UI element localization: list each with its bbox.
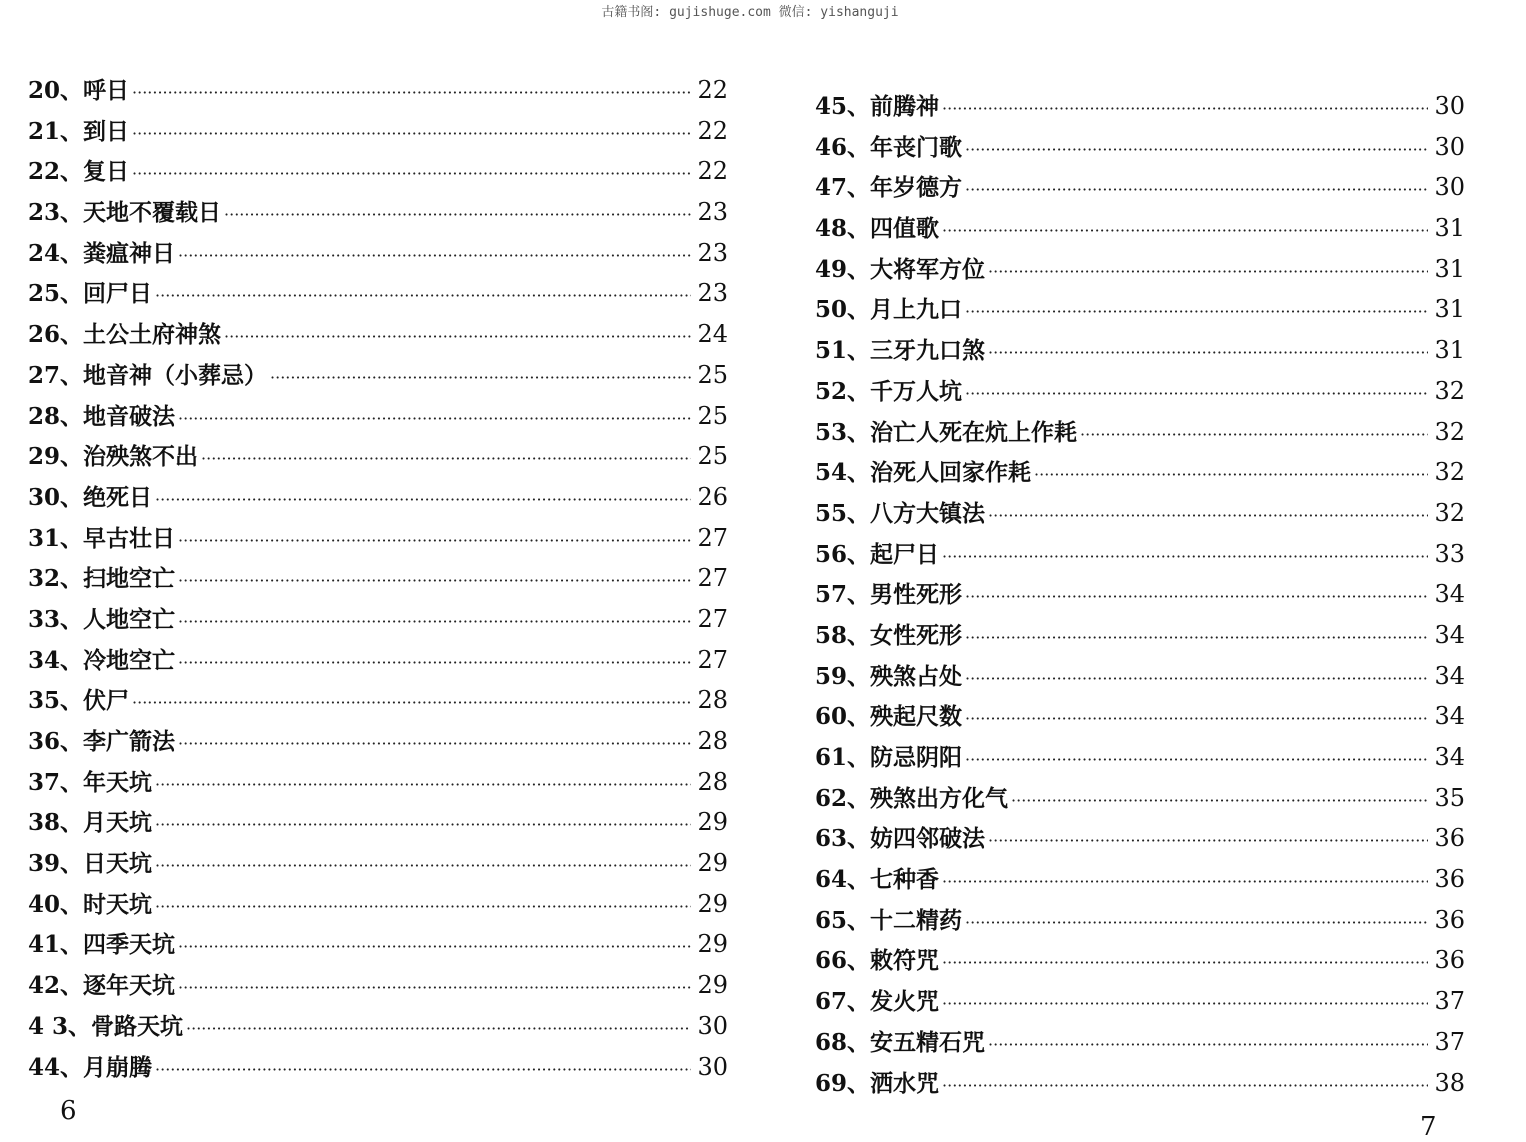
toc-entry-title: 34、冷地空亡 — [28, 646, 176, 674]
toc-entry-title: 41、四季天坑 — [28, 931, 176, 959]
toc-entry — [815, 615, 1465, 656]
toc-entry-title: 46、年丧门歌 — [815, 133, 963, 161]
dot-leader — [224, 317, 691, 358]
toc-entry — [28, 192, 728, 233]
dot-leader — [155, 887, 691, 928]
toc-entry — [28, 843, 728, 884]
dot-leader — [132, 154, 691, 195]
toc-entry-page: 30 — [1434, 173, 1465, 202]
toc-entry-page: 31 — [1434, 214, 1465, 243]
toc-entry-page: 36 — [1434, 824, 1465, 853]
toc-entry-page: 23 — [697, 279, 728, 308]
toc-entry — [28, 802, 728, 843]
toc-entry-title: 37、年天坑 — [28, 768, 153, 796]
toc-entry — [815, 656, 1465, 697]
toc-entry-title: 47、年岁德方 — [815, 174, 963, 202]
toc-entry-page: 32 — [1434, 458, 1465, 487]
dot-leader — [155, 805, 691, 846]
toc-entry-page: 27 — [697, 645, 728, 674]
toc-left-column — [28, 70, 728, 1087]
toc-entry-title: 68、安五精石咒 — [815, 1028, 986, 1056]
toc-entry-title: 51、三牙九口煞 — [815, 337, 986, 365]
toc-entry-page: 22 — [697, 157, 728, 186]
toc-entry-page: 31 — [1434, 254, 1465, 283]
toc-entry — [28, 233, 728, 274]
toc-entry-title: 38、月天坑 — [28, 809, 153, 837]
toc-entry — [815, 778, 1465, 819]
toc-entry-title: 23、天地不覆载日 — [28, 199, 222, 227]
toc-entry-page: 30 — [697, 1052, 728, 1081]
toc-entry-page: 31 — [1434, 336, 1465, 365]
dot-leader — [178, 643, 691, 684]
toc-entry — [28, 314, 728, 355]
dot-leader — [942, 89, 1428, 130]
toc-entry — [28, 111, 728, 152]
dot-leader — [965, 903, 1428, 944]
toc-entry — [815, 859, 1465, 900]
toc-entry-page: 29 — [697, 849, 728, 878]
toc-entry — [815, 696, 1465, 737]
toc-entry — [815, 249, 1465, 290]
toc-entry-page: 23 — [697, 238, 728, 267]
dot-leader — [178, 927, 691, 968]
toc-entry-title: 60、殃起尺数 — [815, 703, 963, 731]
dot-leader — [178, 724, 691, 765]
toc-entry — [815, 940, 1465, 981]
toc-entry-title: 56、起尸日 — [815, 540, 940, 568]
toc-entry — [815, 208, 1465, 249]
right-page-number: 7 — [1420, 1112, 1437, 1142]
toc-entry-page: 27 — [697, 604, 728, 633]
dot-leader — [988, 496, 1428, 537]
toc-entry-page: 23 — [697, 198, 728, 227]
toc-entry — [28, 884, 728, 925]
toc-entry-title: 31、早古壮日 — [28, 524, 176, 552]
toc-entry-page: 32 — [1434, 498, 1465, 527]
toc-entry-page: 28 — [697, 686, 728, 715]
toc-entry-page: 35 — [1434, 783, 1465, 812]
toc-entry-title: 61、防忌阴阳 — [815, 744, 963, 771]
toc-entry-title: 50、月上九口 — [815, 296, 963, 324]
toc-entry-page: 24 — [697, 320, 728, 349]
toc-entry — [28, 721, 728, 762]
dot-leader — [965, 292, 1428, 333]
toc-entry-title: 40、时天坑 — [28, 890, 153, 918]
toc-entry-page: 26 — [697, 482, 728, 511]
toc-entry — [815, 1063, 1465, 1104]
toc-entry-title: 24、粪瘟神日 — [28, 239, 176, 267]
toc-entry-page: 37 — [1434, 987, 1465, 1016]
toc-right-column — [815, 86, 1465, 1103]
toc-entry-title: 36、李广箭法 — [28, 728, 176, 755]
toc-entry-title: 20、呼日 — [28, 77, 130, 104]
dot-leader — [965, 130, 1428, 171]
toc-entry-title: 54、治死人回家作耗 — [815, 459, 1032, 487]
dot-leader — [155, 846, 691, 887]
toc-entry-title: 63、妨四邻破法 — [815, 825, 986, 853]
dot-leader — [132, 683, 691, 724]
toc-entry — [28, 1047, 728, 1088]
toc-entry — [28, 70, 728, 111]
toc-entry-title: 59、殃煞占处 — [815, 662, 963, 690]
toc-entry-page: 30 — [697, 1011, 728, 1040]
toc-entry-title: 30、绝死日 — [28, 483, 153, 511]
toc-entry-page: 34 — [1434, 743, 1465, 771]
dot-leader — [270, 358, 691, 399]
toc-entry-page: 28 — [697, 727, 728, 755]
toc-entry — [815, 330, 1465, 371]
toc-entry-title: 28、地音破法 — [28, 402, 176, 430]
dot-leader — [155, 1050, 691, 1091]
toc-entry-page: 32 — [1434, 417, 1465, 446]
toc-entry-title: 42、逐年天坑 — [28, 972, 176, 1000]
toc-entry — [815, 493, 1465, 534]
toc-entry-title: 33、人地空亡 — [28, 605, 176, 633]
dot-leader — [178, 521, 691, 562]
toc-entry-page: 25 — [697, 401, 728, 430]
dot-leader — [988, 252, 1428, 293]
toc-entry-title: 22、复日 — [28, 158, 130, 186]
toc-entry — [28, 762, 728, 803]
dot-leader — [178, 561, 691, 602]
toc-entry-page: 29 — [697, 971, 728, 1000]
toc-entry-title: 25、回尸日 — [28, 280, 153, 308]
dot-leader — [1011, 781, 1428, 822]
toc-entry-title: 66、敕符咒 — [815, 947, 940, 975]
toc-entry-page: 27 — [697, 523, 728, 552]
toc-entry-title: 49、大将军方位 — [815, 255, 986, 283]
toc-entry — [28, 640, 728, 681]
toc-entry — [28, 151, 728, 192]
dot-leader — [942, 211, 1428, 252]
dot-leader — [132, 114, 691, 155]
toc-entry — [815, 371, 1465, 412]
toc-entry — [28, 477, 728, 518]
dot-leader — [988, 1025, 1428, 1066]
toc-entry — [815, 981, 1465, 1022]
dot-leader — [224, 195, 691, 236]
toc-entry-page: 36 — [1434, 946, 1465, 975]
dot-leader — [201, 439, 691, 480]
toc-entry-page: 34 — [1434, 620, 1465, 649]
dot-leader — [942, 862, 1428, 903]
toc-entry-page: 38 — [1434, 1068, 1465, 1097]
dot-leader — [155, 276, 691, 317]
toc-entry — [815, 574, 1465, 615]
toc-entry-page: 31 — [1434, 295, 1465, 324]
dot-leader — [155, 765, 691, 806]
toc-entry — [815, 86, 1465, 127]
toc-entry-title: 69、洒水咒 — [815, 1069, 940, 1097]
toc-entry-page: 22 — [697, 76, 728, 104]
dot-leader — [965, 740, 1428, 781]
dot-leader — [988, 333, 1428, 374]
toc-entry — [28, 558, 728, 599]
toc-entry — [815, 1022, 1465, 1063]
toc-entry-page: 27 — [697, 564, 728, 593]
toc-entry — [28, 355, 728, 396]
toc-entry-title: 26、土公土府神煞 — [28, 321, 222, 349]
dot-leader — [155, 480, 691, 521]
toc-entry — [815, 900, 1465, 941]
toc-entry-title: 32、扫地空亡 — [28, 565, 176, 593]
toc-entry — [815, 167, 1465, 208]
toc-entry-page: 25 — [697, 442, 728, 471]
toc-entry-title: 64、七种香 — [815, 866, 940, 894]
toc-entry — [815, 412, 1465, 453]
dot-leader — [178, 399, 691, 440]
dot-leader — [942, 1066, 1428, 1107]
toc-entry — [28, 396, 728, 437]
dot-leader — [178, 236, 691, 277]
toc-entry-title: 52、千万人坑 — [815, 377, 963, 405]
toc-entry-page: 37 — [1434, 1027, 1465, 1056]
toc-entry-page: 30 — [1434, 132, 1465, 161]
toc-entry-title: 27、地音神（小葬忌） — [28, 361, 268, 389]
toc-entry-title: 35、伏尸 — [28, 687, 130, 715]
dot-leader — [132, 73, 691, 114]
dot-leader — [178, 968, 691, 1009]
dot-leader — [942, 943, 1428, 984]
dot-leader — [965, 618, 1428, 659]
toc-entry-title: 39、日天坑 — [28, 850, 153, 878]
toc-entry-page: 36 — [1434, 865, 1465, 894]
toc-entry-page: 34 — [1434, 702, 1465, 731]
dot-leader — [942, 537, 1428, 578]
toc-entry — [815, 818, 1465, 859]
toc-entry-title: 55、八方大镇法 — [815, 499, 986, 527]
toc-entry — [28, 599, 728, 640]
dot-leader — [965, 659, 1428, 700]
toc-entry-page: 34 — [1434, 580, 1465, 609]
toc-entry-page: 30 — [1434, 92, 1465, 120]
toc-entry-title: 57、男性死形 — [815, 581, 963, 609]
toc-entry-page: 33 — [1434, 539, 1465, 568]
toc-entry-title: 48、四值歌 — [815, 215, 940, 243]
toc-entry-title: 45、前腾神 — [815, 93, 940, 120]
toc-entry-page: 29 — [697, 889, 728, 918]
dot-leader — [178, 602, 691, 643]
toc-entry-page: 25 — [697, 360, 728, 389]
dot-leader — [988, 821, 1428, 862]
toc-entry — [28, 518, 728, 559]
toc-entry-title: 21、到日 — [28, 117, 130, 145]
toc-entry-page: 28 — [697, 767, 728, 796]
toc-entry-title: 65、十二精药 — [815, 906, 963, 934]
toc-entry — [815, 452, 1465, 493]
toc-entry-title: 44、月崩腾 — [28, 1053, 153, 1081]
toc-entry-title: 53、治亡人死在炕上作耗 — [815, 418, 1078, 446]
dot-leader — [186, 1009, 691, 1050]
dot-leader — [965, 170, 1428, 211]
toc-entry-page: 29 — [697, 808, 728, 837]
toc-entry — [815, 737, 1465, 778]
toc-entry-page: 32 — [1434, 376, 1465, 405]
dot-leader — [1034, 455, 1428, 496]
toc-entry — [28, 436, 728, 477]
toc-entry — [815, 127, 1465, 168]
dot-leader — [1080, 415, 1428, 456]
dot-leader — [965, 577, 1428, 618]
left-page-number: 6 — [60, 1096, 77, 1126]
toc-entry-title: 29、治殃煞不出 — [28, 443, 199, 471]
toc-entry-page: 36 — [1434, 905, 1465, 934]
dot-leader — [942, 984, 1428, 1025]
toc-entry-page: 22 — [697, 116, 728, 145]
toc-entry — [815, 534, 1465, 575]
toc-entry-title: 62、殃煞出方化气 — [815, 784, 1009, 812]
dot-leader — [965, 699, 1428, 740]
toc-entry — [815, 289, 1465, 330]
dot-leader — [965, 374, 1428, 415]
toc-entry-title: 4 3、骨路天坑 — [28, 1012, 184, 1040]
toc-entry-title: 67、发火咒 — [815, 988, 940, 1016]
toc-entry — [28, 924, 728, 965]
toc-entry — [28, 965, 728, 1006]
toc-entry-page: 34 — [1434, 661, 1465, 690]
toc-entry-page: 29 — [697, 930, 728, 959]
toc-entry — [28, 273, 728, 314]
toc-entry — [28, 680, 728, 721]
toc-entry-title: 58、女性死形 — [815, 621, 963, 649]
watermark: 古籍书阁: gujishuge.com 微信: yishanguji — [601, 5, 899, 20]
toc-entry — [28, 1006, 728, 1047]
